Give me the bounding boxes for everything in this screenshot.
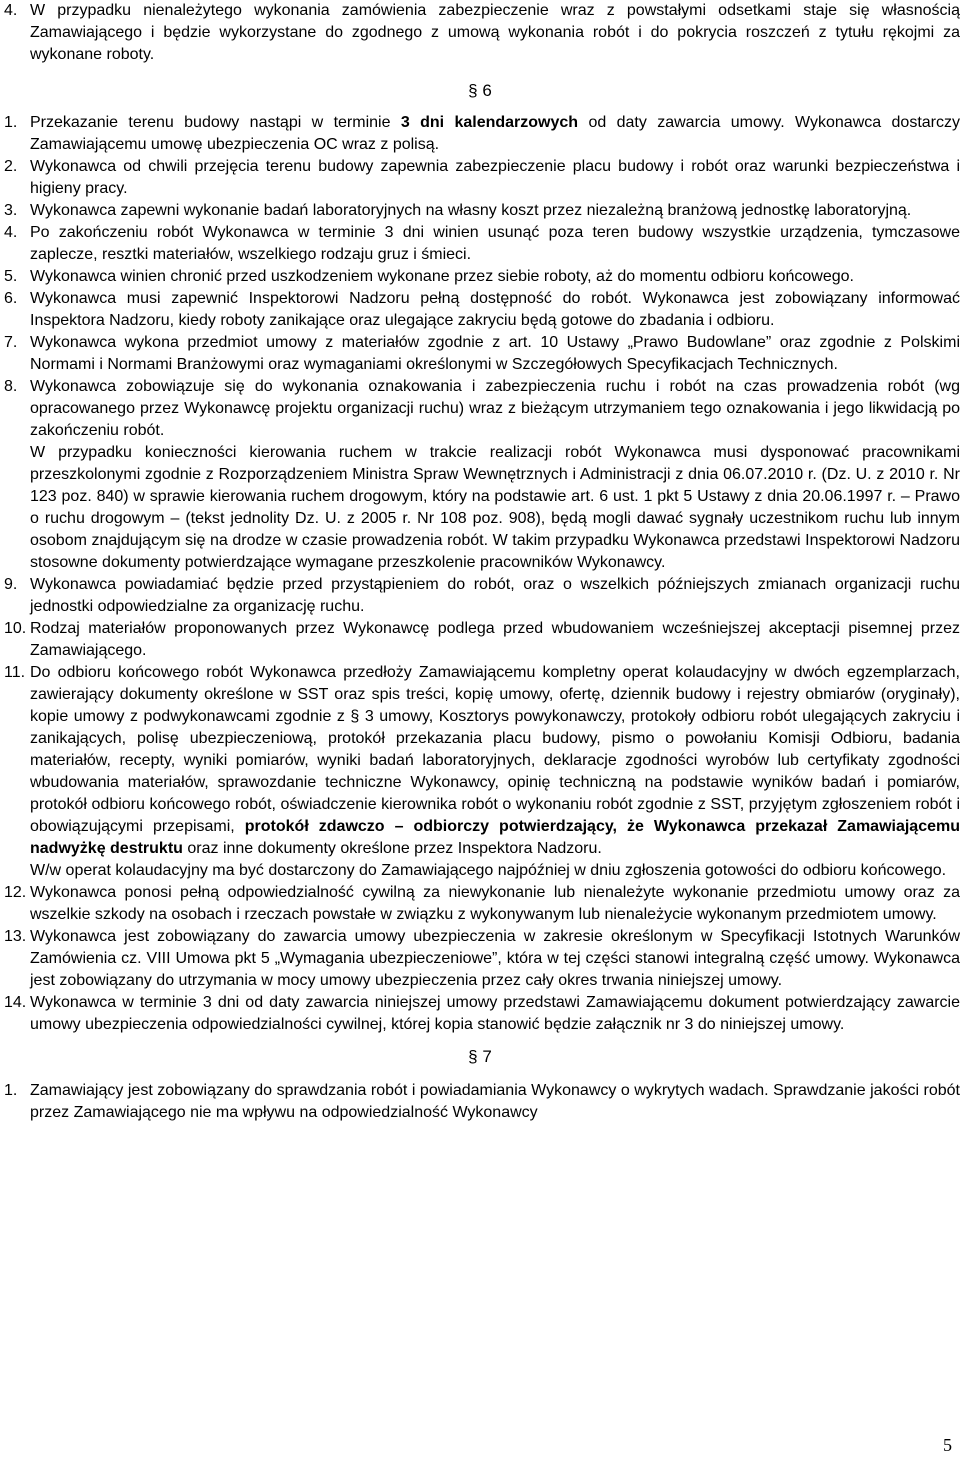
item-text: Rodzaj materiałów proponowanych przez Wykonawcę podlega przed wbudowaniem wcześniejszej akceptacji pisemnej przez Zamawiającego.: [30, 620, 960, 659]
item-text: Wykonawca powiadamiać będzie przed przystąpieniem do robót, oraz o wszelkich późniejszych zmianach organizacji ruchu jednostki odpowiedzialne za organizację ruchu.: [30, 576, 960, 615]
item-number: 10.: [4, 620, 27, 637]
s6-item-2: [0, 156, 960, 200]
page-number: 5: [943, 1435, 952, 1455]
item-text: Wykonawca jest zobowiązany do zawarcia umowy ubezpieczenia w zakresie określonym w Specyfikacji Istotnych Warunków Zamówienia cz. VIII Umowa pkt 5 „Wymagania ubezpieczeniowe”, która w tej części stanowi integralną część umowy. Wykonawca jest zobowiązany do utrzymania w mocy umowy ubezpieczenia przez cały okres trwania niniejszej umowy.: [30, 928, 960, 989]
item-number: 6.: [4, 290, 18, 307]
section-6-heading: § 6: [468, 81, 492, 100]
s6-item-7: [0, 332, 960, 376]
item-text: Wykonawca wykona przedmiot umowy z materiałów zgodnie z art. 10 Ustawy „Prawo Budowlane” oraz zgodnie z Polskimi Normami i Normami Branżowymi oraz wymaganiami określonymi w Szczegółowych Specyfikacjach Technicznych.: [30, 334, 960, 373]
s7-item-1: [0, 1080, 960, 1124]
item-text: Wykonawca w terminie 3 dni od daty zawarcia niniejszej umowy przedstawi Zamawiającemu dokument potwierdzający zawarcie umowy ubezpieczenia odpowiedzialności cywilnej, której kopia stanowić będzie załącznik nr 3 do niniejszej umowy.: [30, 994, 960, 1033]
item-text: Przekazanie terenu budowy nastąpi w terminie: [30, 114, 401, 131]
item-number: 3.: [4, 202, 18, 219]
s6-item-1: [0, 112, 960, 156]
s6-item-8: [0, 376, 960, 442]
s6-item-14: [0, 992, 960, 1036]
item-number: 5.: [4, 268, 18, 285]
item-text: Po zakończeniu robót Wykonawca w terminie 3 dni winien usunąć poza teren budowy wszystkie urządzenia, tymczasowe zaplecze, resztki materiałów, wszelkiego rodzaju gruz i śmieci.: [30, 224, 960, 263]
item-number: 13.: [4, 928, 27, 945]
item-text: Wykonawca zapewni wykonanie badań laboratoryjnych na własny koszt przez niezależną branżową jednostkę laboratoryjną.: [30, 202, 912, 219]
item-text: Wykonawca ponosi pełną odpowiedzialność cywilną za niewykonanie lub nienależyte wykonanie przedmiotu umowy oraz za wszelkie szkody na osobach i rzeczach powstałe w związku z wykonywanym lub nienależycie wykonanym przedmiotem umowy.: [30, 884, 960, 923]
item-text: Wykonawca od chwili przejęcia terenu budowy zapewnia zabezpieczenie placu budowy i robót oraz warunki bezpieczeństwa i higieny pracy.: [30, 158, 960, 197]
item-number: 9.: [4, 576, 18, 593]
item-number: 4.: [4, 2, 18, 19]
item-number: 7.: [4, 334, 18, 351]
item-number: 1.: [4, 1082, 18, 1099]
s6-item-9: [0, 574, 960, 618]
section-7-heading: § 7: [468, 1047, 492, 1066]
s6-item-6: [0, 288, 960, 332]
item-number: 12.: [4, 884, 27, 901]
s6-item-8-paragraph-2: W przypadku konieczności kierowania ruchem w trakcie realizacji robót Wykonawca musi dysponować pracownikami przeszkolonymi zgodnie z Rozporządzeniem Ministra Spraw Wewnętrznych i Administracji z dnia 06.07.2010 r. (Dz. U. z 2010 r. Nr 123 poz. 840) w sprawie kierowania ruchem drogowym, który na podstawie art. 6 ust. 1 pkt 5 Ustawy z dnia 20.06.1997 r. – Prawo o ruchu drogowym – (tekst jednolity Dz. U. z 2005 r. Nr 108 poz. 908), będą mogli dawać sygnały uczestnikom ruchu lub innym osobom znajdującym się na drodze w czasie prowadzenia robót. W takim przypadku Wykonawca przedstawi Inspektorowi Nadzoru stosowne dokumenty potwierdzające wymagane przeszkolenie pracowników Wykonawcy.: [30, 444, 960, 571]
item-number: 4.: [4, 224, 18, 241]
s6-item-5: [0, 266, 960, 288]
section5-item-4: [0, 0, 960, 66]
s6-item-4: [0, 222, 960, 266]
item-text: Wykonawca musi zapewnić Inspektorowi Nadzoru pełną dostępność do robót. Wykonawca jest zobowiązany informować Inspektora Nadzoru, kiedy roboty zanikające oraz ulegające zakryciu będą gotowe do zbadania i odbioru.: [30, 290, 960, 329]
item-text: Zamawiający jest zobowiązany do sprawdzania robót i powiadamiania Wykonawcy o wykrytych wadach. Sprawdzanie jakości robót przez Zamawiającego nie ma wpływu na odpowiedzialność Wykonawcy: [30, 1082, 960, 1121]
item-text-bold: protokół zdawczo – odbiorczy potwierdzający, że Wykonawca przekazał Zamawiającemu nadwyżkę destruktu: [30, 818, 960, 857]
s6-item-11: [0, 662, 960, 860]
s6-item-3: [0, 200, 960, 222]
s6-item-10: [0, 618, 960, 662]
item-text: Do odbioru końcowego robót Wykonawca przedłoży Zamawiającemu kompletny operat kolaudacyjny w dwóch egzemplarzach, zawierający dokumenty określone w SST oraz spis treści, kopię umowy, ofertę, dziennik budowy i rejestry obmiarów (oryginały), kopie umowy z podwykonawcami zgodnie z § 3 umowy, Kosztorys powykonawczy, protokoły odbioru robót ulegających zakryciu i zanikających, polisę ubezpieczeniową, protokół przekazania placu budowy, pismo o powołaniu Komisji Odbioru, badania materiałów, recepty, wyniki pomiarów, wyniki badań laboratoryjnych, deklaracje zgodności wyrobów lub certyfikaty zgodności wbudowania materiałów, sprawozdanie techniczne Wykonawcy, opinię techniczną na podstawie wyników badań i pomiarów, protokół odbioru końcowego robót, oświadczenie kierownika robót o wykonaniu robót zgodnie z SST, przyjętym zgłoszeniem robót i obowiązującymi przepisami,: [30, 664, 960, 835]
item-number: 8.: [4, 378, 18, 395]
item-number: 14.: [4, 994, 27, 1011]
item-number: 2.: [4, 158, 18, 175]
item-number: 11.: [4, 664, 26, 681]
s6-item-13: [0, 926, 960, 992]
item-text: Wykonawca zobowiązuje się do wykonania oznakowania i zabezpieczenia ruchu i robót na czas prowadzenia robót (wg opracowanego przez Wykonawcę projektu organizacji ruchu) wraz z bieżącym utrzymaniem tego oznakowania i jego likwidacją po zakończeniu robót.: [30, 378, 960, 439]
item-text-cont: od daty zawarcia umowy. Wykonawca dostarczy Zamawiającemu umowę ubezpieczenia OC wraz z polisą.: [30, 114, 960, 153]
item-text-cont: oraz inne dokumenty określone przez Inspektora Nadzoru.: [182, 840, 602, 857]
item-number: 1.: [4, 114, 18, 131]
item-text: Wykonawca winien chronić przed uszkodzeniem wykonane przez siebie roboty, aż do momentu odbioru końcowego.: [30, 268, 854, 285]
item-text: W przypadku nienależytego wykonania zamówienia zabezpieczenie wraz z powstałymi odsetkami staje się własnością Zamawiającego i będzie wykorzystane do zgodnego z umową wykonania robót i do pokrycia roszczeń z tytułu rękojmi za wykonane roboty.: [30, 2, 960, 63]
item-text-bold: 3 dni kalendarzowych: [400, 114, 579, 131]
s6-item-12: [0, 882, 960, 926]
s6-item-11-paragraph-2: W/w operat kolaudacyjny ma być dostarczony do Zamawiającego najpóźniej w dniu zgłoszenia gotowości do odbioru końcowego.: [30, 862, 947, 879]
